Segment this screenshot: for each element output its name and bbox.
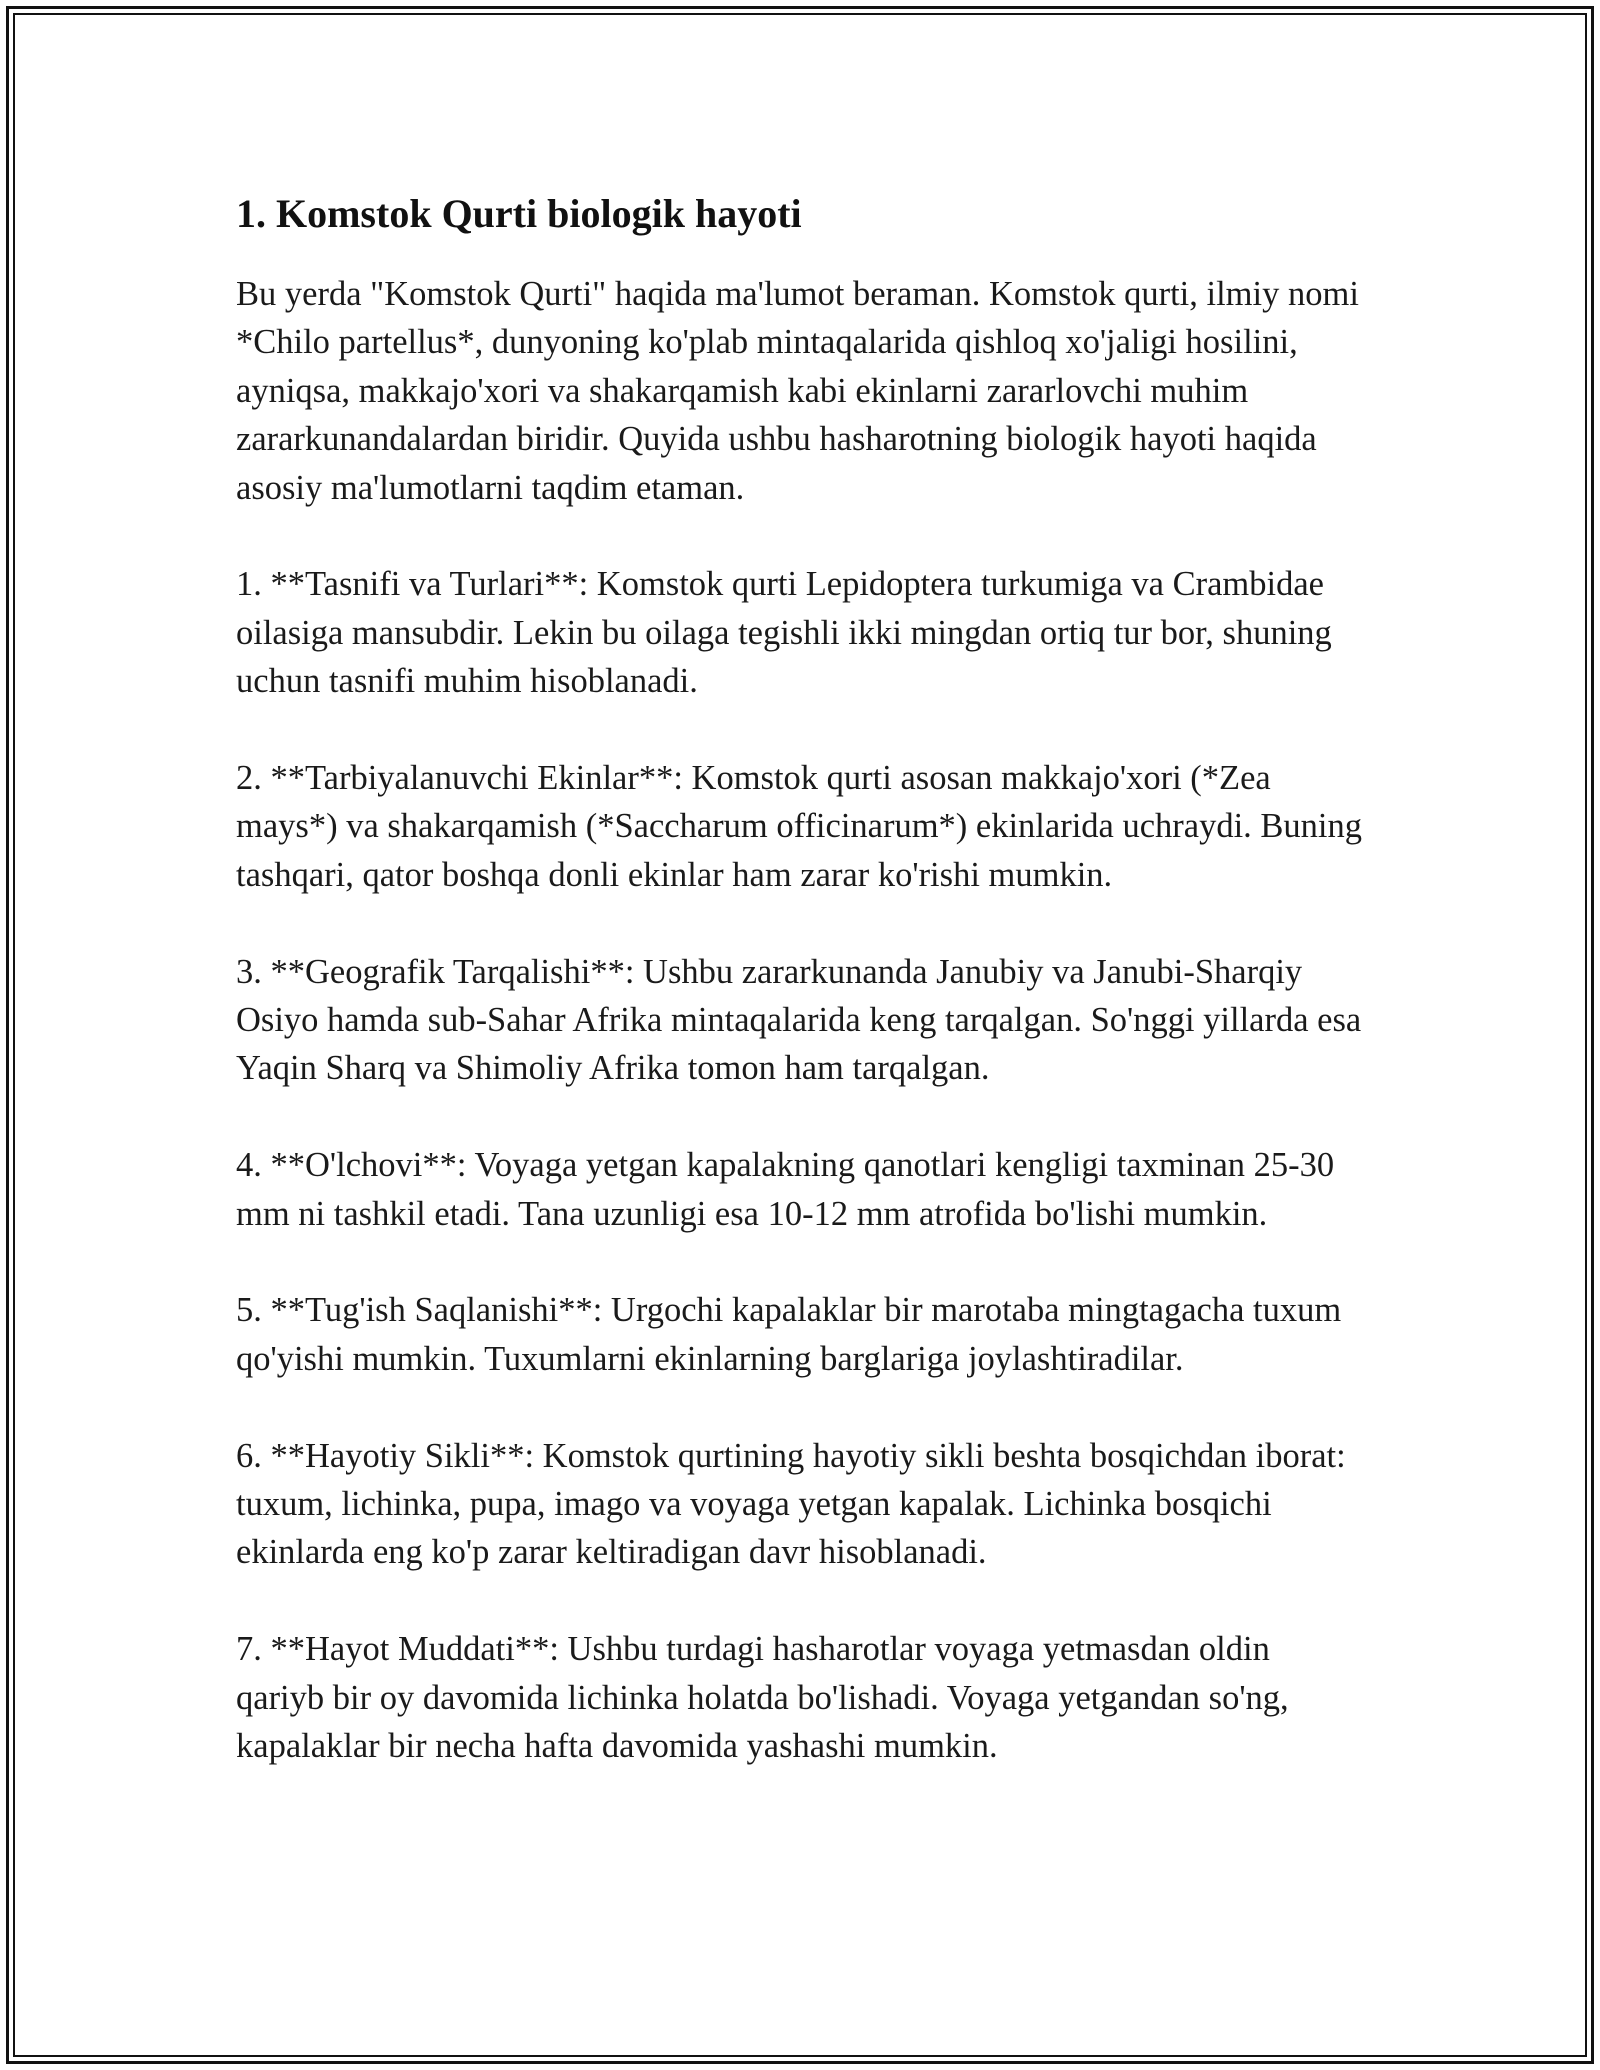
list-item-reproduction: 5. **Tug'ish Saqlanishi**: Urgochi kapalaklar bir marotaba mingtagacha tuxum qo'yishi mumkin. Tuxumlarni ekinlarning barglariga joylashtiradilar.: [236, 1291, 1342, 1378]
list-item-lifespan: 7. **Hayot Muddati**: Ushbu turdagi hasharotlar voyaga yetmasdan oldin qariyb bir oy davomida lichinka holatda bo'lishadi. Voyaga yetgandan so'ng, kapalaklar bir necha hafta davomida yashashi mumkin.: [236, 1630, 1289, 1766]
list-item-distribution: 3. **Geografik Tarqalishi**: Ushbu zararkunanda Janubiy va Janubi-Sharqiy Osiyo hamda sub-Sahar Afrika mintaqalarida keng tarqalgan. So'nggi yillarda esa Yaqin Sharq va Shimoliy Afrika tomon ham tarqalgan.: [236, 952, 1362, 1088]
list-item-host-crops: 2. **Tarbiyalanuvchi Ekinlar**: Komstok qurti asosan makkajo'xori (*Zea mays*) va shakarqamish (*Saccharum officinarum*) ekinlarida uchraydi. Buning tashqari, qator boshqa donli ekinlar ham zarar ko'rishi mumkin.: [236, 759, 1363, 894]
list-item-size: 4. **O'lchovi**: Voyaga yetgan kapalakning qanotlari kengligi taxminan 25-30 mm ni tashkil etadi. Tana uzunligi esa 10-12 mm atrofida bo'lishi mumkin.: [236, 1146, 1335, 1233]
document-body: [236, 186, 1366, 1770]
list-item-classification: 1. **Tasnifi va Turlari**: Komstok qurti Lepidoptera turkumiga va Crambidae oilasiga mansubdir. Lekin bu oilaga tegishli ikki mingdan ortiq tur bor, shuning uchun tasnifi muhim hisoblanadi.: [236, 565, 1332, 701]
intro-paragraph: Bu yerda "Komstok Qurti" haqida ma'lumot beraman. Komstok qurti, ilmiy nomi *Chilo partellus*, dunyoning ko'plab mintaqalarida qishloq xo'jaligi hosilini, ayniqsa, makkajo'xori va shakarqamish kabi ekinlarni zararlovchi muhim zararkunandalardan biridir. Quyida ushbu hasharotning biologik hayoti haqida asosiy ma'lumotlarni taqdim etaman.: [236, 275, 1359, 507]
list-item-life-cycle: 6. **Hayotiy Sikli**: Komstok qurtining hayotiy sikli beshta bosqichdan iborat: tuxum, lichinka, pupa, imago va voyaga yetgan kapalak. Lichinka bosqichi ekinlarda eng ko'p zarar keltiradigan davr hisoblanadi.: [236, 1436, 1346, 1572]
document-title: 1. Komstok Qurti biologik hayoti: [236, 191, 802, 236]
